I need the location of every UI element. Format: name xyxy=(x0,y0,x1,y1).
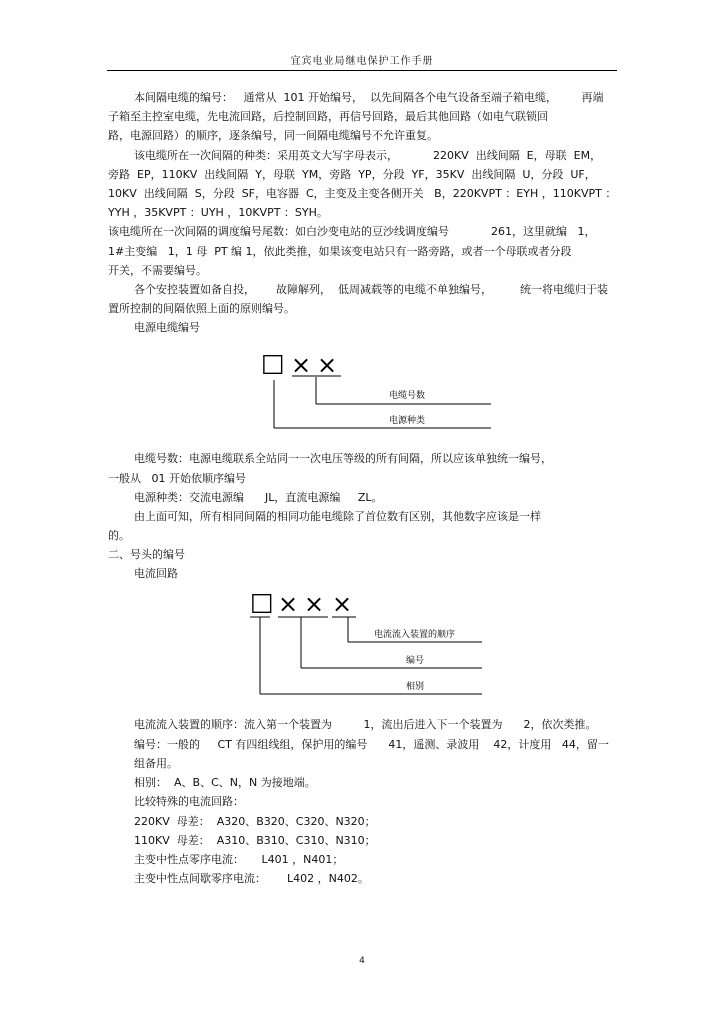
page-header-title: 宜宾电业局继电保护工作手册 xyxy=(290,56,434,67)
diagram2-box-symbol: □ xyxy=(250,590,274,616)
subheading-power-cable-number: 电源电缆编号 xyxy=(134,321,200,334)
body-line: 开关，不需要编号。 xyxy=(108,264,207,277)
body-line: 1#主变编 1，1 母 PT 编 1，依此类推，如果该变电站只有一路旁路，或者一个母联或者分段 xyxy=(108,245,572,258)
body-line: 该电缆所在一次间隔的种类：采用英文大写字母表示， 220KV 出线间隔 E，母联 EM， xyxy=(134,149,602,162)
body-line: 主变中性点间歇零序电流： L402 ，N402。 xyxy=(134,872,369,885)
body-line: 电源种类：交流电源编 JL，直流电源编 ZL。 xyxy=(134,491,383,504)
body-line: 电缆号数：电源电缆联系全站同一一次电压等级的所有间隔，所以应该单独统一编号， xyxy=(134,452,552,465)
current-circuit-number-diagram xyxy=(246,590,486,698)
body-line: 相别： A、B、C、N，N 为接地端。 xyxy=(134,776,316,789)
body-line: 一般从 01 开始依顺序编号 xyxy=(108,472,246,485)
diagram2-cross-3: × xyxy=(332,590,353,618)
body-line: 编号：一般的 CT 有四组线组，保护用的编号 41，遥测、录波用 42，计度用 44，留一 xyxy=(134,738,609,751)
body-line: 110KV 母差： A310、B310、C310、N310； xyxy=(134,834,376,847)
section-heading-wire-number: 二、号头的编号 xyxy=(108,548,185,561)
diagram2-label-number: 编号 xyxy=(406,656,425,666)
body-line: 电流流入装置的顺序：流入第一个装置为 1，流出后进入下一个装置为 2，依次类推。 xyxy=(134,718,597,731)
body-line: 旁路 EP，110KV 出线间隔 Y，母联 YM，旁路 YP，分段 YF，35KV 出线间隔 U，分段 UF， xyxy=(108,168,596,181)
power-cable-number-diagram xyxy=(255,352,495,432)
subheading-current-circuit: 电流回路 xyxy=(134,567,178,580)
diagram1-cross-1: × xyxy=(291,352,312,379)
diagram1-cross-2: × xyxy=(317,352,338,379)
body-line: 路，电源回路）的顺序，逐条编号，同一间隔电缆编号不允许重复。 xyxy=(108,129,438,142)
body-line: YYH ，35KVPT ：UYH ，10KVPT ：SYH。 xyxy=(108,206,328,219)
body-line: 由上面可知，所有相同间隔的相同功能电缆除了首位数有区别，其他数字应该是一样 xyxy=(134,510,541,523)
diagram2-cross-2: × xyxy=(304,590,325,618)
body-line: 本间隔电缆的编号： 通常从 101 开始编号， 以先间隔各个电气设备至端子箱电缆， 再端 xyxy=(134,91,604,104)
body-line: 置所控制的间隔依照上面的原则编号。 xyxy=(108,302,295,315)
body-line: 子箱至主控室电缆，先电流回路，后控制回路，再信号回路，最后其他回路（如电气联锁回 xyxy=(108,110,548,123)
diagram1-box-symbol: □ xyxy=(261,352,285,377)
diagram2-label-phase: 相别 xyxy=(406,682,425,692)
header-rule xyxy=(107,70,617,71)
body-line: 比较特殊的电流回路： xyxy=(134,795,244,808)
diagram2-cross-1: × xyxy=(278,590,299,618)
body-line: 的。 xyxy=(108,529,130,542)
diagram2-label-order: 电流流入装置的顺序 xyxy=(374,630,456,640)
diagram1-label-power-type: 电源种类 xyxy=(389,416,426,426)
body-line: 主变中性点零序电流： L401 ，N401； xyxy=(134,853,344,866)
body-line: 10KV 出线间隔 S，分段 SF，电容器 C，主变及主变各侧开关 B，220KVPT ：EYH ，110KVPT ： xyxy=(108,187,617,200)
body-line: 各个安控装置如备自投， 故障解列， 低周减载等的电缆不单独编号， 统一将电缆归于装 xyxy=(134,283,608,296)
body-line: 组备用。 xyxy=(134,757,178,770)
page-number: 4 xyxy=(359,956,365,966)
diagram1-label-cable-count: 电缆号数 xyxy=(389,391,426,401)
body-line: 该电缆所在一次间隔的调度编号尾数：如白沙变电站的豆沙线调度编号 261，这里就编 1， xyxy=(108,225,596,238)
body-line: 220KV 母差： A320、B320、C320、N320； xyxy=(134,815,376,828)
